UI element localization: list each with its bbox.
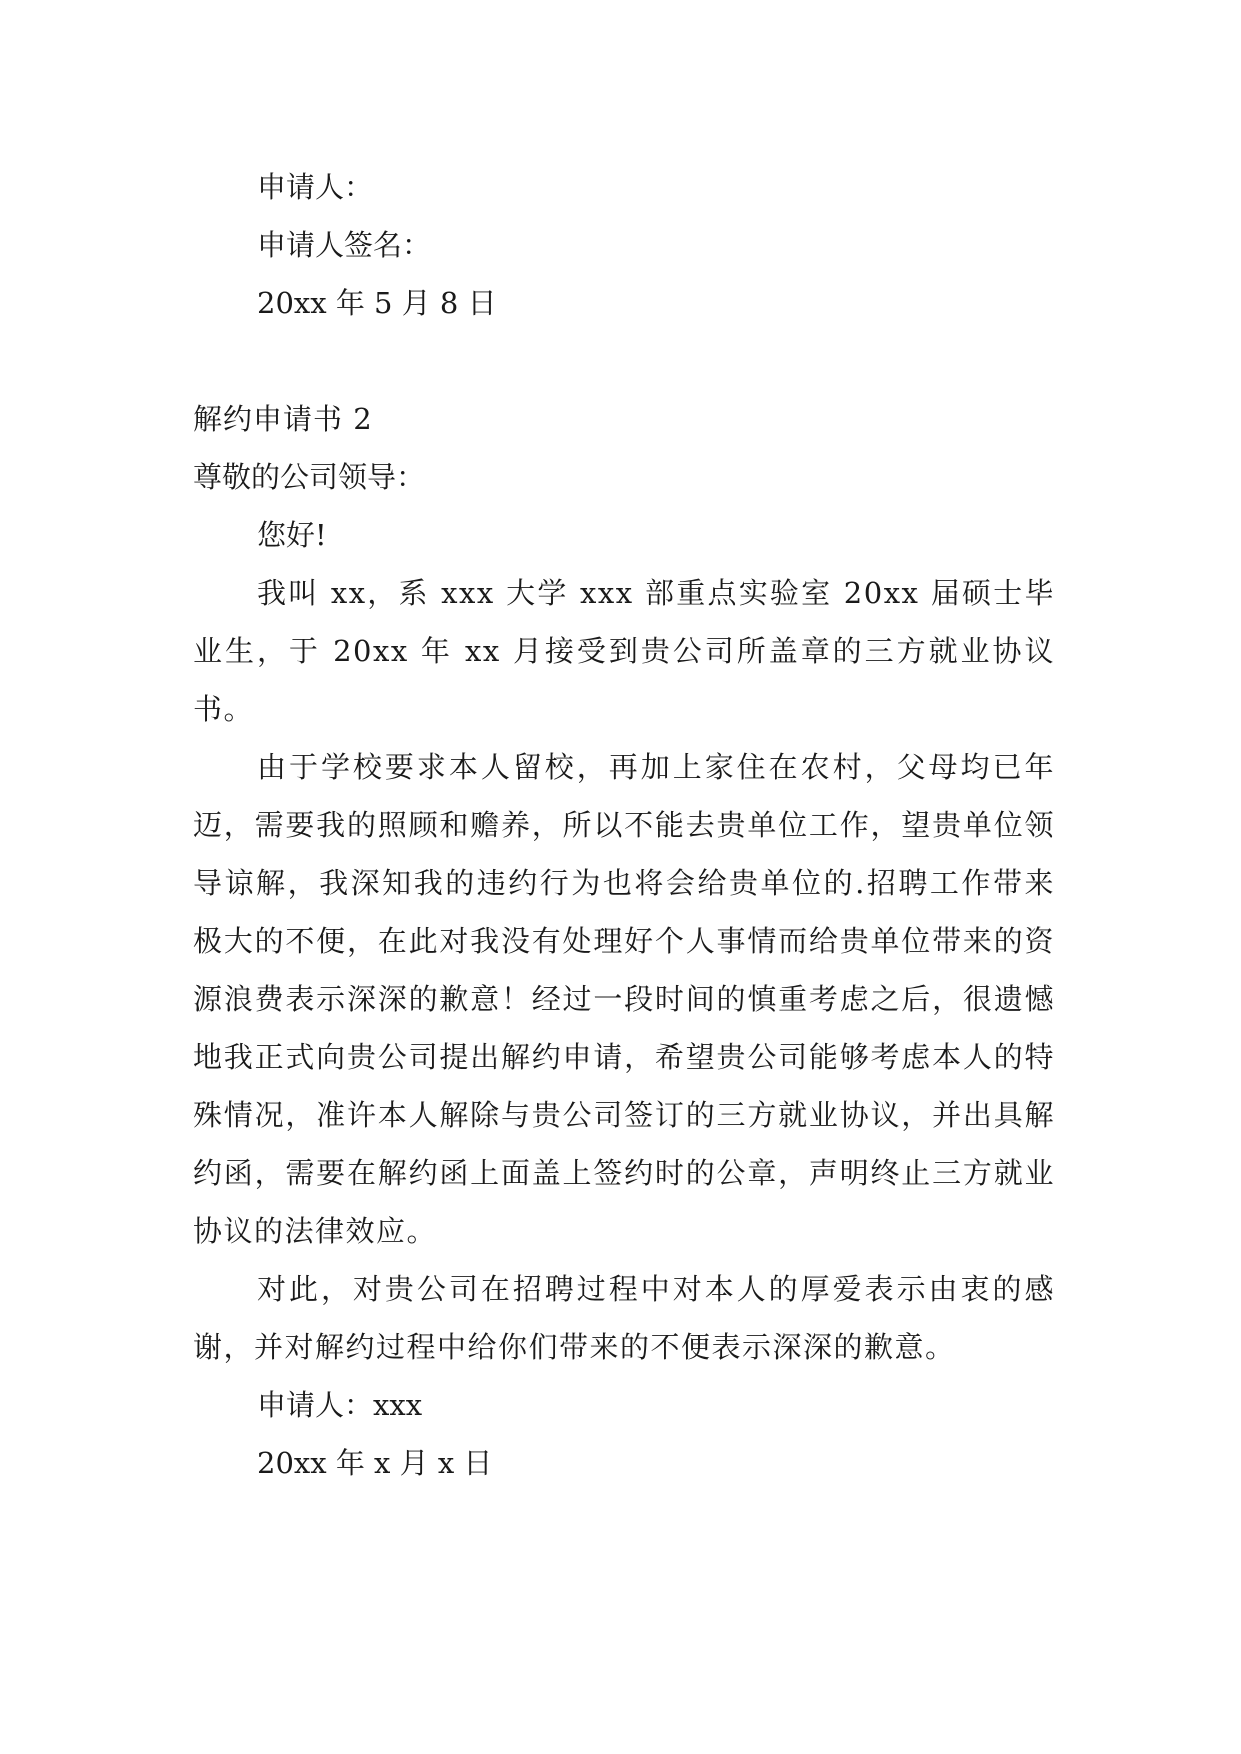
prev-signature-label: 申请人签名：	[257, 228, 432, 262]
section-gap	[193, 332, 1055, 390]
prev-applicant-label: 申请人：	[257, 170, 374, 204]
prev-date: 20xx 年 5 月 8 日	[257, 286, 497, 320]
greeting: 您好!	[257, 518, 327, 552]
salutation: 尊敬的公司领导：	[193, 460, 426, 494]
paragraph-intro: 我叫 xx，系 xxx 大学 xxx 部重点实验室 20xx 届硕士毕业生，于 20xx 年 xx 月接受到贵公司所盖章的三方就业协议书。	[193, 576, 1055, 726]
paragraph-thanks: 对此，对贵公司在招聘过程中对本人的厚爱表示由衷的感谢，并对解约过程中给你们带来的不便表示深深的歉意。	[193, 1272, 1055, 1364]
signoff-date: 20xx 年 x 月 x 日	[257, 1446, 493, 1480]
applicant-signature: 申请人：xxx	[257, 1388, 423, 1422]
document-body	[193, 158, 1055, 1492]
paragraph-reason: 由于学校要求本人留校，再加上家住在农村，父母均已年迈，需要我的照顾和赡养，所以不能去贵单位工作，望贵单位领导谅解，我深知我的违约行为也将会给贵单位的.招聘工作带来极大的不便，在此对我没有处理好个人事情而给贵单位带来的资源浪费表示深深的歉意！经过一段时间的慎重考虑之后，很遗憾地我正式向贵公司提出解约申请，希望贵公司能够考虑本人的特殊情况，准许本人解除与贵公司签订的三方就业协议，并出具解约函，需要在解约函上面盖上签约时的公章，声明终止三方就业协议的法律效应。	[193, 750, 1055, 1248]
document-title: 解约申请书 2	[193, 402, 373, 436]
